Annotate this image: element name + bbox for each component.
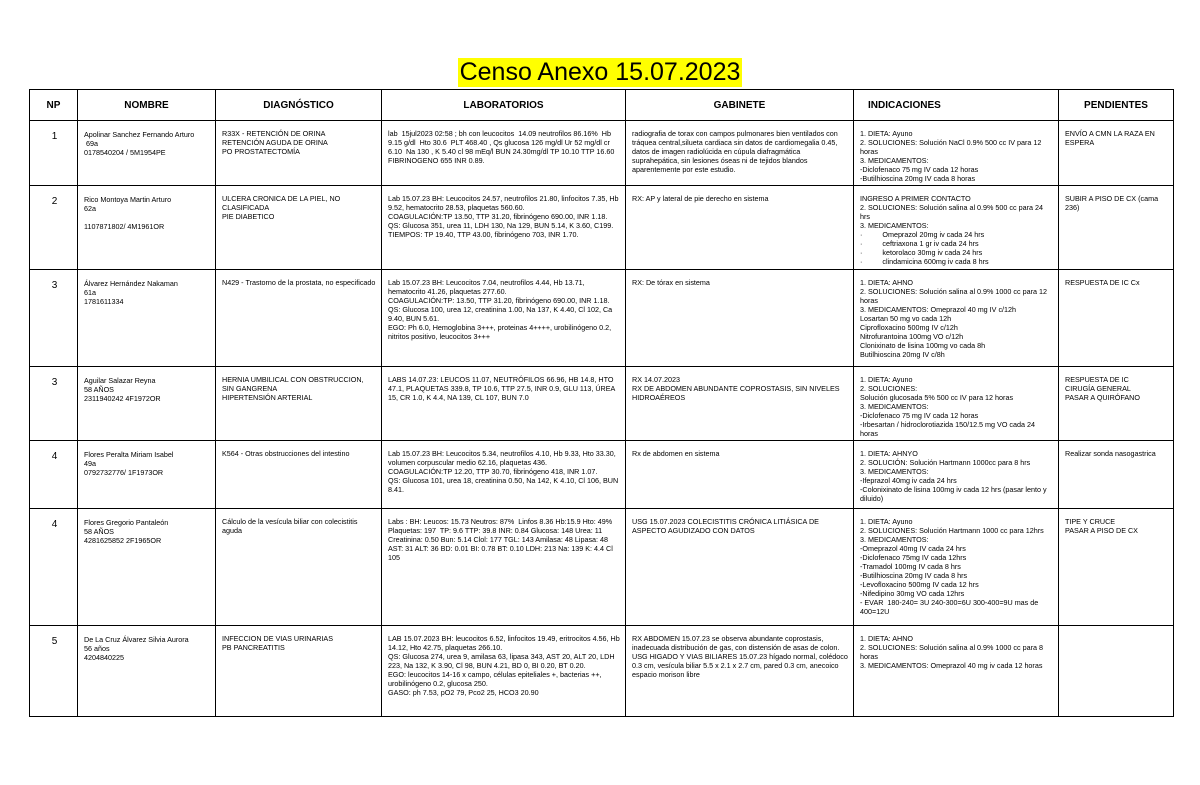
pendientes-cell: RESPUESTA DE IC CIRUGÍA GENERAL PASAR A QUIRÓFANO <box>1065 375 1140 402</box>
laboratorios-cell: LABS 14.07.23: LEUCOS 11.07, NEUTRÓFILOS 66.96, HB 14.8, HTO 47.1, PLAQUETAS 339.8, TP 10.6, TTP 27.5, INR 0.9, GLU 113, ÚREA 15, CR 1.0, K 4.4, NA 139, CL 107, BUN 7.0 <box>388 375 617 402</box>
indicaciones-cell: 1. DIETA: Ayuno 2. SOLUCIONES: Solución glucosada 5% 500 cc IV para 12 horas 3. MEDICAMENTOS: -Diclofenaco 75 mg IV cada 12 horas -Irbesartan / hidroclorotiazida 150/12.5 mg VO cada 24 horas <box>860 375 1035 438</box>
diagnostico-cell: HERNIA UMBILICAL CON OBSTRUCCION, SIN GANGRENA HIPERTENSIÓN ARTERIAL <box>222 375 364 402</box>
pendientes-cell: RESPUESTA DE IC Cx <box>1065 278 1140 287</box>
np-cell: 5 <box>51 636 58 647</box>
table-row <box>30 509 1174 626</box>
np-cell: 3 <box>51 280 58 291</box>
header-indicaciones: INDICACIONES <box>854 90 1059 121</box>
indicaciones-cell: INGRESO A PRIMER CONTACTO 2. SOLUCIONES: Solución salina al 0.9% 500 cc para 24 hrs 3. MEDICAMENTOS: · Omeprazol 20mg iv cada 24 hrs · ceftriaxona 1 gr iv cada 24 hrs · ketorolaco 30mg iv cada 24 hrs · clindamicina 600mg iv cada 8 hrs <box>860 194 1043 266</box>
page-title: Censo Anexo 15.07.2023 <box>459 58 741 86</box>
table-row <box>30 121 1174 186</box>
indicaciones-cell: 1. DIETA: AHNO 2. SOLUCIONES: Solución salina al 0.9% 1000 cc para 12 horas 3. MEDICAMENTOS: Omeprazol 40 mg IV c/12h Losartan 50 mg vo cada 12h Ciprofloxacino 500mg IV c/12h Nitrofurantoina 100mg VO c/12h Clonixinato de lisina 100mg vo cada 8h Butilhioscina 20mg IV c/8h <box>860 278 1047 359</box>
header-laboratorios: LABORATORIOS <box>382 90 626 121</box>
pendientes-cell: SUBIR A PISO DE CX (cama 236) <box>1065 194 1161 212</box>
nombre-cell: Rico Montoya Martin Arturo 62a 1107871802/ 4M1961OR <box>84 195 172 231</box>
header-np: NP <box>30 90 78 121</box>
header-diagnostico: DIAGNÓSTICO <box>216 90 382 121</box>
diagnostico-cell: INFECCION DE VIAS URINARIAS PB PANCREATITIS <box>222 634 334 652</box>
nombre-cell: De La Cruz Álvarez Silvia Aurora 56 años 4204840225 <box>84 635 189 662</box>
np-cell: 1 <box>51 131 58 142</box>
table-row <box>30 270 1174 367</box>
nombre-cell: Flores Gregorio Pantaleón 58 AÑOS 4281625852 2F1965OR <box>84 518 169 545</box>
indicaciones-cell: 1. DIETA: AHNO 2. SOLUCIONES: Solución salina al 0.9% 1000 cc para 8 horas 3. MEDICAMENTOS: Omeprazol 40 mg iv cada 12 horas <box>860 634 1043 670</box>
diagnostico-cell: Cálculo de la vesícula biliar con colecistitis aguda <box>222 517 360 535</box>
table-row <box>30 441 1174 509</box>
pendientes-cell: TIPE Y CRUCE PASAR A PISO DE CX <box>1065 517 1138 535</box>
np-cell: 2 <box>51 196 58 207</box>
diagnostico-cell: ULCERA CRONICA DE LA PIEL, NO CLASIFICADA PIE DIABETICO <box>222 194 341 221</box>
diagnostico-cell: N429 - Trastorno de la prostata, no especificado <box>222 278 376 287</box>
header-gabinete: GABINETE <box>626 90 854 121</box>
indicaciones-cell: 1. DIETA: Ayuno 2. SOLUCIONES: Solución Hartmann 1000 cc para 12hrs 3. MEDICAMENTOS: -Omeprazol 40mg IV cada 24 hrs -Diclofenaco 75mg IV cada 12hrs -Tramadol 100mg IV cada 8 hrs -Butilhioscina 20mg IV cada 8 hrs -Levofloxacino 500mg IV cada 12 hrs -Nifedipino 30mg VO cada 12hrs - EVAR 180-240= 3U 240-300=6U 300-400=9U mas de 400=12U <box>860 517 1044 616</box>
gabinete-cell: USG 15.07.2023 COLECISTITIS CRÓNICA LITIÁSICA DE ASPECTO AGUDIZADO CON DATOS <box>632 517 821 535</box>
pendientes-cell: Realizar sonda nasogastrica <box>1065 449 1156 458</box>
laboratorios-cell: Lab 15.07.23 BH: Leucocitos 7.04, neutrofilos 4.44, Hb 13.71, hematocrito 41.26, plaquetas 277.60. COAGULACIÓN:TP: 13.50, TTP 31.20, fibrinógeno 690.00, INR 1.18. QS: Glucosa 100, urea 12, creatinina 1.00, Na 137, K 4.40, Cl 102, Ca 9.40, BUN 5.61. EGO: Ph 6.0, Hemoglobina 3+++, proteinas 4++++, urobilinógeno 0.2, nitritos positivo, leucocitos 3+++ <box>388 278 613 341</box>
gabinete-cell: Rx de abdomen en sistema <box>632 449 720 458</box>
np-cell: 4 <box>51 519 58 530</box>
nombre-cell: Flores Peralta Miriam Isabel 49a 0792732776/ 1F1973OR <box>84 450 174 477</box>
pendientes-cell: ENVÍO A CMN LA RAZA EN ESPERA <box>1065 129 1157 147</box>
header-row <box>30 90 1174 121</box>
indicaciones-cell: 1. DIETA: AHNYO 2. SOLUCIÓN: Solución Hartmann 1000cc para 8 hrs 3. MEDICAMENTOS: -Ifeprazol 40mg iv cada 24 hrs -Colonixinato de lisina 100mg iv cada 12 hrs (pasar lento y diluido) <box>860 449 1047 503</box>
title-wrap <box>0 58 1200 87</box>
laboratorios-cell: LAB 15.07.2023 BH: leucocitos 6.52, linfocitos 19.49, eritrocitos 4.56, Hb 14.12, Hto 42.75, plaquetas 266.10. QS: Glucosa 274, urea 9, amilasa 63, lipasa 343, AST 20, ALT 20, LDH 223, Na 132, K 3.90, Cl 98, BUN 4.21, BD 0, BI 0.20, BT 0.20. EGO: leucocitos 14-16 x campo, células epiteliales +, bacterias ++, urobilinógeno 0.2, glucosa 250. GASO: ph 7.53, pO2 79, Pco2 25, HCO3 20.90 <box>388 634 620 697</box>
gabinete-cell: RX 14.07.2023 RX DE ABDOMEN ABUNDANTE COPROSTASIS, SIN NIVELES HIDROAÉREOS <box>632 375 840 402</box>
gabinete-cell: RX: De tórax en sistema <box>632 278 710 287</box>
gabinete-cell: RX ABDOMEN 15.07.23 se observa abundante coprostasis, inadecuada distribución de gas, con distensión de asas de colon. USG HIGADO Y VIAS BILIARES 15.07.23 hígado normal, colédoco 0.3 cm, vesícula biliar 5.5 x 2.1 x 2.7 cm, pared 0.3 cm, anecoico espacio morison libre <box>632 634 848 679</box>
laboratorios-cell: lab 15jul2023 02:58 ; bh con leucocitos 14.09 neutrofilos 86.16% Hb 9.15 g/dl Hto 30.6 PLT 468.40 , Qs glucosa 126 mg/dl Ur 52 mg/dl cr 6.10 Na 130 , K 5.40 cl 98 mEq/l BUN 24.30mg/dl TP 10.10 TTP 16.60 FIBRINOGENO 655 INR 0.89. <box>388 129 617 165</box>
nombre-cell: Álvarez Hernández Nakaman 61a 1781611334 <box>84 279 178 306</box>
nombre-cell: Aguilar Salazar Reyna 58 AÑOS 2311940242 4F1972OR <box>84 376 161 403</box>
np-cell: 4 <box>51 451 58 462</box>
laboratorios-cell: Lab 15.07.23 BH: Leucocitos 24.57, neutrofilos 21.80, linfocitos 7.35, Hb 9.52, hematocrito 28.53, plaquetas 560.60. COAGULACIÓN:TP 13.50, TTP 31.20, fibrinógeno 690.00, INR 1.18. QS: Glucosa 351, urea 11, LDH 130, Na 129, BUN 5.14, K 3.60, C199. TIEMPOS: TP 19.40, TTP 43.00, fibrinógeno 703, INR 1.70. <box>388 194 619 239</box>
census-table <box>29 89 1174 717</box>
header-pendientes: PENDIENTES <box>1059 90 1174 121</box>
np-cell: 3 <box>51 377 58 388</box>
gabinete-cell: radiografia de torax con campos pulmonares bien ventilados con tráquea central,silueta cardiaca sin datos de cardiomegalia 0.45, datos de imagen radiolúcida en cúpula diafragmática suprahepática, sin lesiones óseas ni de tejidos blandos aparentemente por este estudio. <box>632 129 840 174</box>
table-row <box>30 626 1174 717</box>
pendientes-cell <box>1059 626 1173 636</box>
laboratorios-cell: Lab 15.07.23 BH: Leucocitos 5.34, neutrofilos 4.10, Hb 9.33, Hto 33.30, volumen corpuscular medio 62.16, plaquetas 436. COAGULACIÓN:TP 12.20, TTP 30.70, fibrinógeno 418, INR 1.07. QS: Glucosa 101, urea 18, creatinina 0.50, Na 142, K 4.10, Cl 106, BUN 8.41. <box>388 449 619 494</box>
table-row <box>30 367 1174 441</box>
laboratorios-cell: Labs : BH: Leucos: 15.73 Neutros: 87% Linfos 8.36 Hb:15.9 Hto: 49% Plaquetas: 197 TP: 9.6 TTP: 39.8 INR: 0.84 Glucosa: 148 Urea: 11 Creatinina: 0.50 Bun: 5.14 Clol: 177 TGL: 143 Amilasa: 48 Lipasa: 48 AST: 31 ALT: 36 BD: 0.01 BI: 0.78 BT: 0.10 LDH: 213 Na: 139 K: 4.4 Cl 105 <box>388 517 617 562</box>
header-nombre: NOMBRE <box>78 90 216 121</box>
diagnostico-cell: R33X - RETENCIÓN DE ORINA RETENCIÓN AGUDA DE ORINA PO PROSTATECTOMÍA <box>222 129 328 156</box>
indicaciones-cell: 1. DIETA: Ayuno 2. SOLUCIONES: Solución NaCl 0.9% 500 cc IV para 12 horas 3. MEDICAMENTOS: -Diclofenaco 75 mg IV cada 12 horas -Butilhioscina 20mg IV cada 8 horas <box>860 129 1042 183</box>
table-row <box>30 186 1174 270</box>
nombre-cell: Apolinar Sanchez Fernando Arturo 69a 0178540204 / 5M1954PE <box>84 130 195 157</box>
diagnostico-cell: K564 - Otras obstrucciones del intestino <box>222 449 350 458</box>
gabinete-cell: RX: AP y lateral de pie derecho en sistema <box>632 194 769 203</box>
